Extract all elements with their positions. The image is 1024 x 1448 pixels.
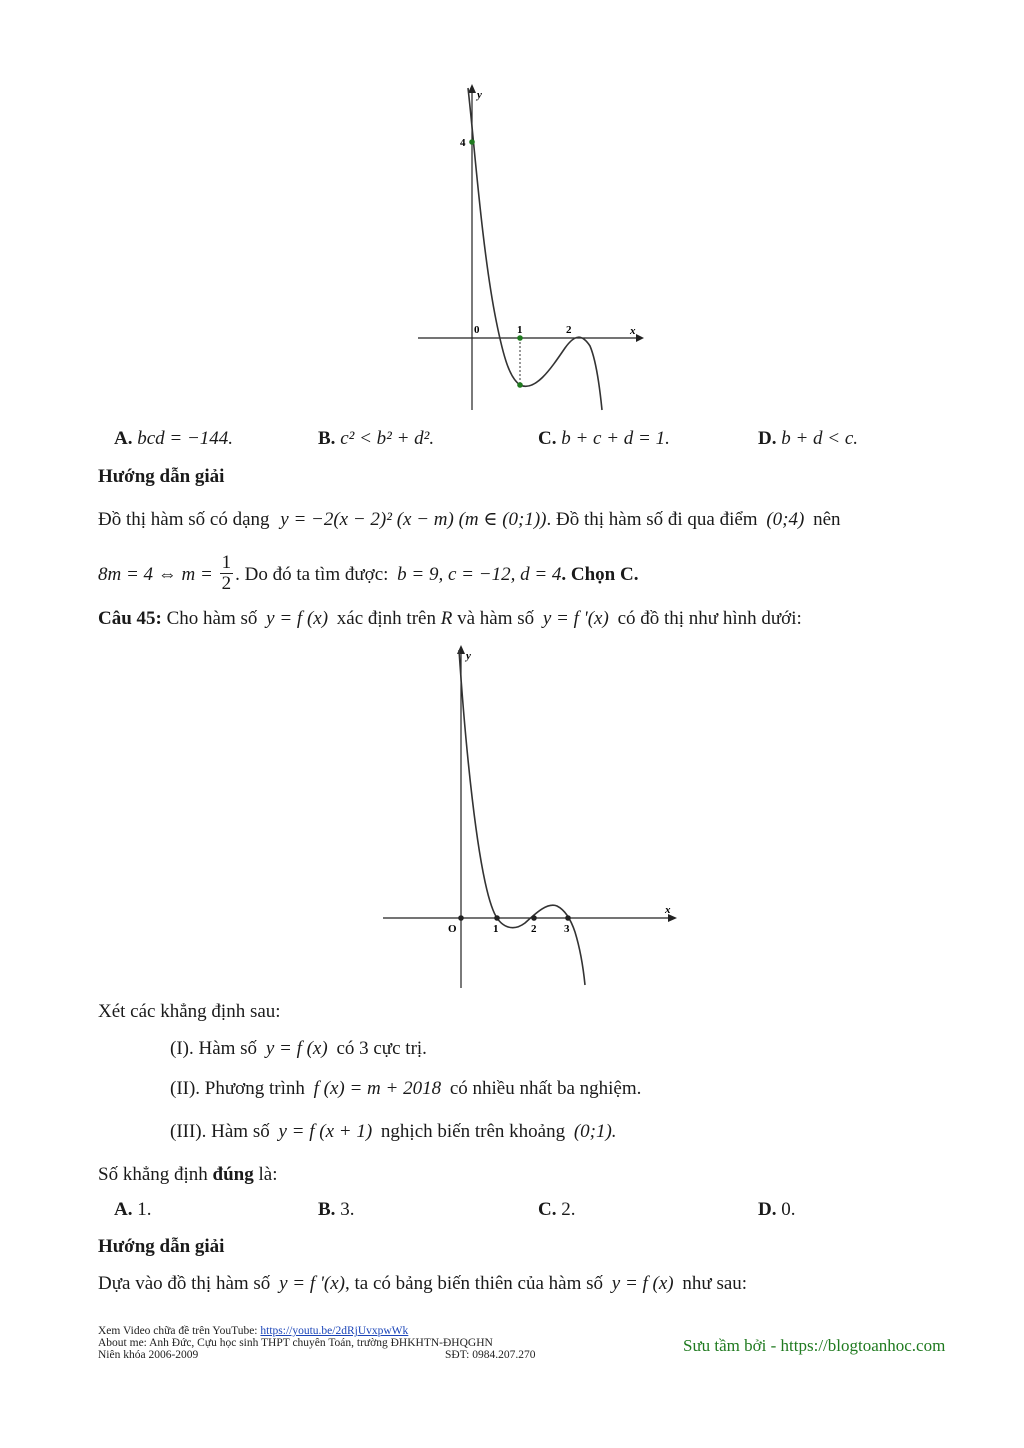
graph-1-x-arrow: [636, 334, 644, 342]
solution-1-fraction-den: 2: [221, 573, 232, 594]
q44-option-d: [758, 427, 858, 451]
statement-2-post: có nhiều nhất ba nghiệm.: [449, 1078, 642, 1099]
graph-2-point-x3: [565, 915, 571, 921]
q44-option-c-text: b + c + d = 1.: [561, 428, 670, 449]
q44-option-b-letter: B.: [318, 428, 336, 449]
q45-option-c-text: 2.: [561, 1199, 576, 1220]
q44-option-c: [538, 427, 670, 451]
statement-2-pre: (II). Phương trình: [170, 1078, 305, 1099]
graph-2: [375, 640, 695, 995]
graph-1-curve: [468, 88, 602, 410]
statement-1-math: y = f (x): [265, 1038, 328, 1059]
graph-1-y-label: y: [477, 89, 482, 101]
q45-label: Câu 45:: [98, 608, 162, 629]
solution-1-line-2-choice: . Chọn C.: [561, 563, 639, 585]
solution-1-line-1-point: (0;4): [766, 509, 805, 530]
solution-1-line-1-mid: . Đồ thị hàm số đi qua điểm: [546, 509, 758, 530]
solution-2-line-mid: , ta có bảng biến thiên của hàm số: [345, 1273, 604, 1294]
solution-1-line-2: [98, 552, 639, 596]
count-question-bold: đúng: [212, 1164, 254, 1185]
statement-3: [170, 1120, 617, 1144]
statement-3-pre: (III). Hàm số: [170, 1121, 270, 1142]
solution-1-line-2-mid: . Do đó ta tìm được:: [235, 563, 389, 585]
footer-school-years: Niên khóa 2006-2009: [98, 1349, 199, 1361]
q45-option-d: [758, 1198, 795, 1222]
graph-2-x-tick-3: 3: [564, 923, 570, 935]
graph-1-point-min: [517, 382, 523, 388]
q44-option-a: [114, 427, 233, 451]
q44-option-d-letter: D.: [758, 428, 777, 449]
q44-option-b-text: c² < b² + d².: [340, 428, 435, 449]
statement-2-math: f (x) = m + 2018: [313, 1078, 442, 1099]
graph-2-point-origin: [458, 915, 464, 921]
solution-1-fraction-num: 1: [221, 552, 232, 573]
graph-2-point-x2: [531, 915, 537, 921]
q45-option-c: [538, 1198, 575, 1222]
q45-option-a: [114, 1198, 151, 1222]
graph-1-x-tick-2: 2: [566, 324, 572, 336]
solution-2-heading: Hướng dẫn giải: [98, 1236, 225, 1257]
statement-1-pre: (I). Hàm số: [170, 1038, 258, 1059]
q44-option-a-text: bcd = −144.: [137, 428, 234, 449]
q45-question: [98, 607, 802, 631]
solution-1-line-1-post: nên: [813, 509, 841, 530]
statements-intro: Xét các khẳng định sau:: [98, 1001, 281, 1022]
graph-1: [410, 80, 660, 420]
q44-option-a-letter: A.: [114, 428, 133, 449]
statement-3-post: nghịch biến trên khoảng: [380, 1121, 566, 1142]
graph-2-point-x1: [494, 915, 500, 921]
q45-option-d-letter: D.: [758, 1199, 777, 1220]
footer-line-1: [98, 1325, 618, 1337]
q45-text-2: xác định trên: [336, 608, 436, 629]
q45-text-1: Cho hàm số: [166, 608, 258, 629]
footer-youtube-text: Xem Video chữa đề trên YouTube:: [98, 1325, 258, 1337]
q45-text-3: và hàm số: [457, 608, 535, 629]
solution-1-line-2-vals: b = 9, c = −12, d = 4: [397, 563, 562, 585]
statement-1: [170, 1037, 427, 1061]
count-question-post: là:: [258, 1164, 278, 1185]
statement-3-math: y = f (x + 1): [278, 1121, 373, 1142]
graph-2-origin: O: [448, 923, 457, 935]
q45-f2: y = f '(x): [542, 608, 609, 629]
graph-1-x-tick-1: 1: [517, 324, 523, 336]
q45-option-b: [318, 1198, 354, 1222]
solution-2-line: [98, 1272, 747, 1296]
graph-2-x-label: x: [665, 904, 671, 916]
footer: [98, 1325, 618, 1361]
solution-1-heading: Hướng dẫn giải: [98, 466, 225, 487]
graph-1-origin: 0: [474, 324, 480, 336]
statement-1-post: có 3 cực trị.: [336, 1038, 427, 1059]
q45-text-4: có đồ thị như hình dưới:: [617, 608, 802, 629]
solution-2-line-post: như sau:: [682, 1273, 748, 1294]
graph-1-point-x1: [517, 335, 523, 341]
q45-option-b-letter: B.: [318, 1199, 336, 1220]
graph-2-y-label: y: [466, 650, 471, 662]
graph-2-y-arrow: [457, 645, 465, 654]
graph-2-x-tick-1: 1: [493, 923, 499, 935]
count-question: [98, 1163, 277, 1187]
q45-f1: y = f (x): [266, 608, 329, 629]
footer-youtube-link[interactable]: https://youtu.be/2dRjUvxpwWk: [260, 1325, 409, 1337]
solution-2-line-pre: Dựa vào đồ thị hàm số: [98, 1273, 271, 1294]
statement-3-interval: (0;1).: [573, 1121, 617, 1142]
q44-option-b: [318, 427, 434, 451]
footer-credit[interactable]: Sưu tầm bởi - https://blogtoanhoc.com: [683, 1336, 946, 1355]
q45-option-d-text: 0.: [781, 1199, 796, 1220]
solution-2-line-f1: y = f '(x): [279, 1273, 345, 1294]
footer-line-2: About me: Anh Đức, Cựu học sinh THPT chuyên Toán, trường ĐHKHTN-ĐHQGHN: [98, 1337, 493, 1349]
graph-1-x-label: x: [630, 325, 636, 337]
graph-1-y-tick-4: 4: [460, 137, 466, 149]
solution-1-line-1: [98, 508, 841, 532]
q44-option-c-letter: C.: [538, 428, 557, 449]
solution-1-line-2-eq: 8m = 4 ⇔ m =: [98, 563, 213, 585]
footer-phone: SĐT: 0984.207.270: [445, 1349, 536, 1361]
footer-line-3: [98, 1349, 618, 1361]
q45-option-a-text: 1.: [137, 1199, 152, 1220]
solution-2-line-f2: y = f (x): [611, 1273, 674, 1294]
q45-option-a-letter: A.: [114, 1199, 133, 1220]
count-question-pre: Số khẳng định: [98, 1164, 208, 1185]
solution-1-line-1-formula: y = −2(x − 2)² (x − m) (m ∈ (0;1)): [280, 509, 547, 530]
q45-option-b-text: 3.: [340, 1199, 355, 1220]
solution-1-fraction: [220, 553, 234, 594]
statement-2: [170, 1077, 641, 1101]
q45-set: R: [440, 608, 453, 629]
graph-1-point-y4: [469, 139, 475, 145]
q45-option-c-letter: C.: [538, 1199, 557, 1220]
graph-2-x-tick-2: 2: [531, 923, 537, 935]
q44-option-d-text: b + d < c.: [781, 428, 859, 449]
solution-1-line-1-pre: Đồ thị hàm số có dạng: [98, 509, 270, 530]
